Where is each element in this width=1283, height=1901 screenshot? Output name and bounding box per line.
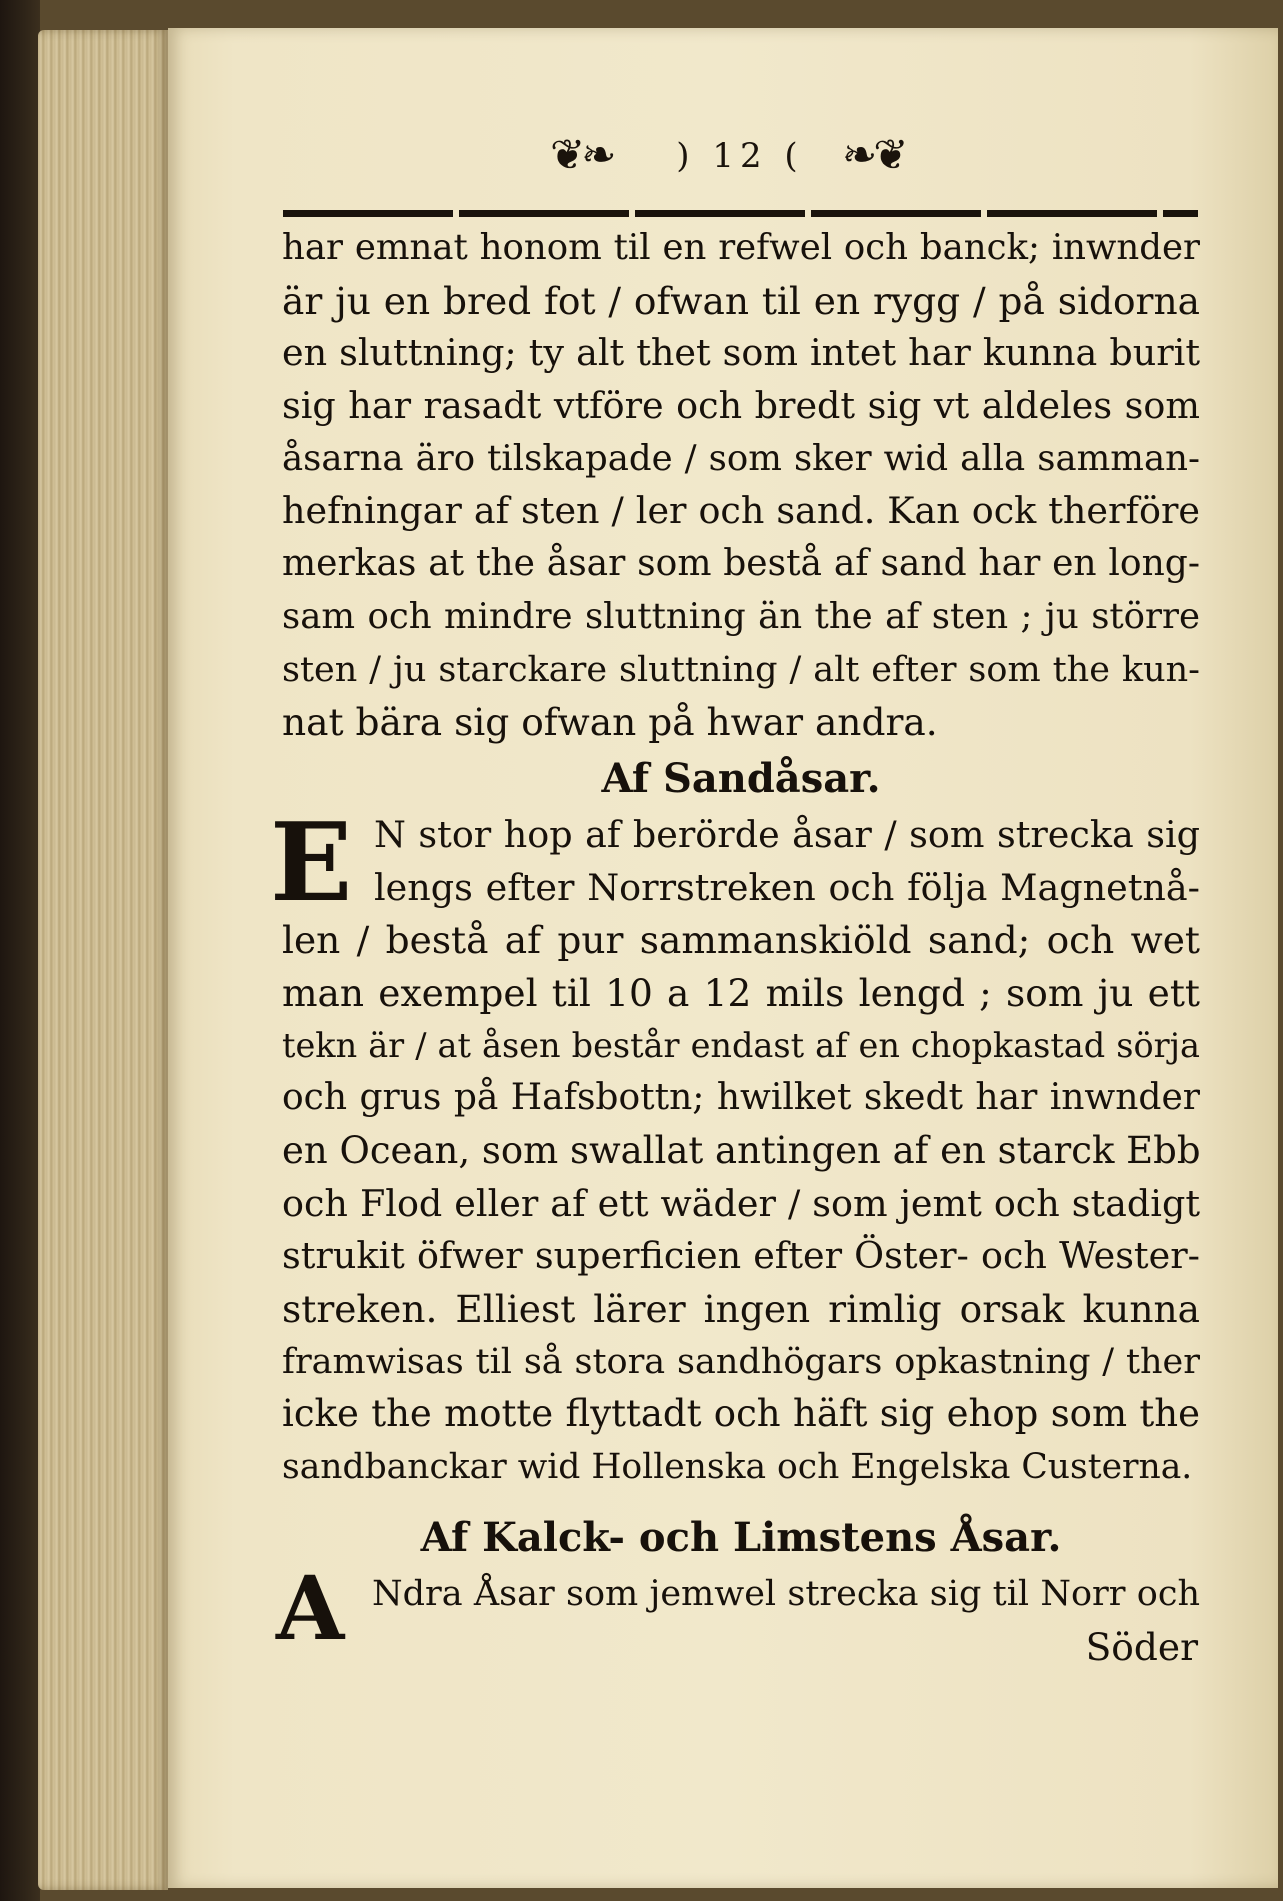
ornament-left-icon: ❦❧ [550,130,613,179]
text-line: och Flod eller af ett wäder / som jemt och stadigt [282,1181,1200,1225]
text-line: en sluttning; ty alt thet som intet har kunna burit [282,331,1200,375]
text-line: en Ocean, som swallat antingen af en starck Ebb [282,1129,1201,1172]
text-line: man exempel til 10 a 12 mils lengd ; som ju ett [282,970,1200,1015]
text-line: lengs efter Norrstreken och följa Magnetnå- [374,865,1200,909]
text-line: framwisas til så stora sandhögars opkastning / ther [282,1341,1200,1382]
page-number: ) 12 ( [676,136,804,176]
ornament-right-icon: ❧❦ [842,130,905,179]
text-line: sam och mindre sluttning än the af sten ; ju större [282,595,1200,637]
section-heading: Af Sandåsar. [601,754,881,802]
section-heading: Af Kalck- och Limstens Åsar. [420,1513,1062,1561]
paragraph-1 [282,222,1200,749]
text-line: sig har rasadt vtföre och bredt sig vt aldeles som [282,384,1200,428]
paragraph-2 [270,799,1201,1494]
text-line: nat bära sig ofwan på hwar andra. [282,700,938,745]
catchword: Söder [1085,1624,1198,1669]
text-line: är ju en bred fot / ofwan til en rygg / på sidorna [282,278,1200,323]
text-line: sandbanckar wid Hollenska och Engelska Custerna. [282,1447,1193,1488]
text-line: hefningar af sten / ler och sand. Kan ock therföre [282,489,1200,533]
text-line: merkas at the åsar som bestå af sand har en long- [282,543,1200,585]
page-edges [38,30,168,1890]
paragraph-3 [276,1555,1200,1673]
text-line: sten / ju starckare sluttning / alt efter som the kun- [282,649,1200,690]
text-line-content: N stor hop af berörde åsar / som strecka sig [374,812,1200,856]
text-line: icke the motte flyttadt och häft sig ehop som the [282,1392,1200,1436]
header-rule [283,210,1198,217]
text-line: strukit öfwer superficien efter Öster- och Wester- [282,1234,1200,1278]
book-binding [0,0,40,1901]
drop-cap: E [270,799,353,926]
page-text [270,222,1201,1673]
text-line: och grus på Hafsbottn; hwilket skedt har inwnder [282,1077,1200,1119]
text-line: tekn är / at åsen består endast af en chopkastad sörja [282,1025,1200,1065]
text-line-content: Ndra Åsar som jemwel strecka sig til Norr och [372,1573,1200,1614]
text-line: har emnat honom til en refwel och banck; inwnder [282,227,1200,268]
page-header [550,122,930,202]
drop-cap: A [276,1555,345,1660]
text-line: streken. Elliest lärer ingen rimlig orsak kunna [282,1287,1200,1332]
text-line: åsarna äro tilskapade / som sker wid alla samman- [282,437,1200,479]
text-line: len / bestå af pur sammanskiöld sand; och wet [282,918,1200,963]
